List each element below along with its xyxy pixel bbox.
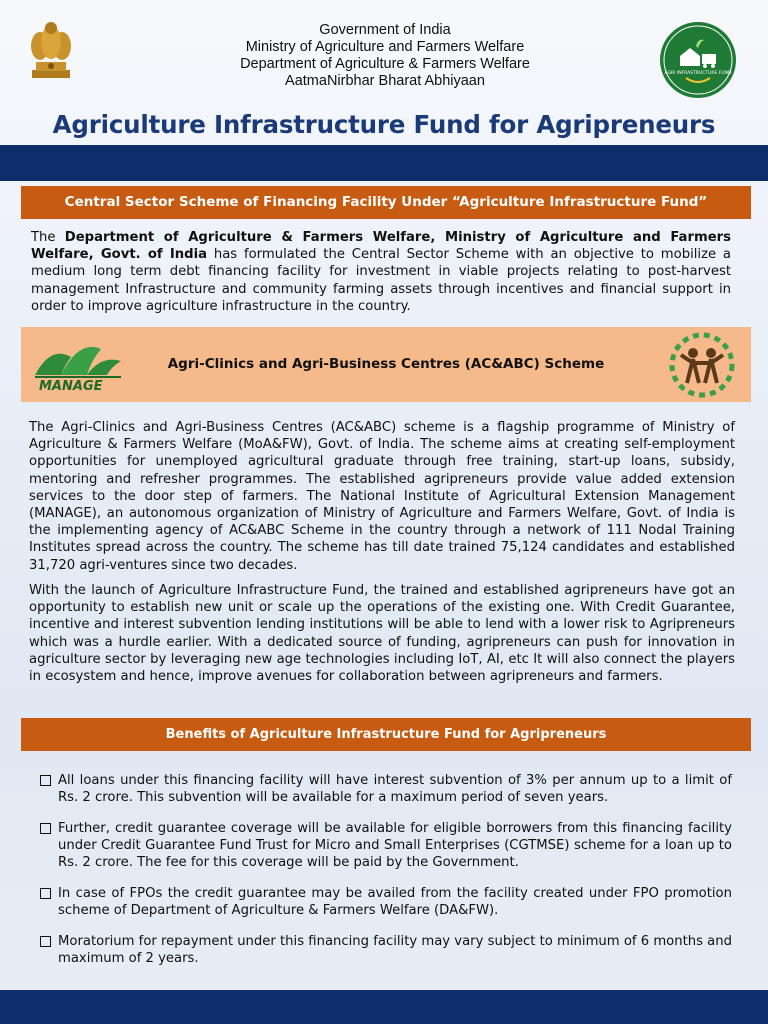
page-header bbox=[0, 0, 768, 145]
benefits-heading-bar: Benefits of Agriculture Infrastructure Fund for Agripreneurs bbox=[21, 718, 751, 751]
bullet-text: In case of FPOs the credit guarantee may be availed from the facility created under FPO promotion scheme of Department of Agriculture & Farmers Welfare (DA&FW). bbox=[58, 886, 732, 918]
checkbox-bullet-icon bbox=[40, 823, 51, 834]
acabc-banner bbox=[21, 327, 751, 402]
scheme-heading-bar: Central Sector Scheme of Financing Facility Under “Agriculture Infrastructure Fund” bbox=[21, 186, 751, 219]
gov-line-4: AatmaNirbhar Bharat Abhiyaan bbox=[285, 73, 485, 89]
list-item bbox=[40, 772, 732, 806]
intro-rest: has formulated the Central Sector Scheme with an objective to mobilize a medium long term debt financing facility for investment in viable projects relating to post-harvest management Infrastructure and community farming assets through incentives and financial support in order to improve agriculture infrastructure in the country. bbox=[31, 247, 732, 314]
gov-line-2: Ministry of Agriculture and Farmers Welfare bbox=[245, 39, 525, 55]
aif-launch-paragraph: With the launch of Agriculture Infrastructure Fund, the trained and established agripreneurs have got an opportunity to establish new unit or scale up the operations of the existing one. With Credit Guarantee, incentive and interest subvention lending institutions will be able to lend with a lower risk to Agripreneurs which was a hurdle earlier. With a dedicated source of funding, agripreneurs can push for innovation in agriculture sector by leveraging new age technologies including IoT, AI, etc It will also connect the players in ecosystem and hence, improve avenues for collaboration between agripreneurs and farmers. bbox=[29, 583, 735, 685]
manage-logo-text: MANAGE bbox=[39, 379, 103, 394]
checkbox-bullet-icon bbox=[40, 936, 51, 947]
bullet-text: Further, credit guarantee coverage will be available for eligible borrowers from this financing facility under Credit Guarantee Fund Trust for Micro and Small Enterprises (CGTMSE) scheme for a loan up to Rs. 2 crore. The fee for this coverage will be paid by the Government. bbox=[58, 821, 732, 870]
government-lines bbox=[150, 22, 620, 90]
logo-caption: AGRI INFRASTRUCTURE FUND bbox=[664, 71, 732, 76]
agripreneur-people-icon bbox=[663, 331, 741, 399]
list-item bbox=[40, 885, 732, 919]
intro-bold: Department of Agriculture & Farmers Welfare, Ministry of Agriculture and Farmers Welfare, Govt. of India bbox=[31, 230, 731, 263]
list-item bbox=[40, 933, 732, 967]
page-title: Agriculture Infrastructure Fund for Agripreneurs bbox=[52, 110, 716, 139]
list-item bbox=[40, 820, 732, 871]
intro-paragraph bbox=[31, 229, 731, 315]
gov-line-3: Department of Agriculture & Farmers Welfare bbox=[240, 56, 530, 72]
bullet-text: All loans under this financing facility will have interest subvention of 3% per annum up to a limit of Rs. 2 crore. This subvention will be available for a maximum period of seven years. bbox=[58, 773, 732, 805]
agri-infrastructure-fund-logo bbox=[656, 20, 740, 100]
bullet-text: Moratorium for repayment under this financing facility may vary subject to minimum of 6 months and maximum of 2 years. bbox=[58, 934, 732, 966]
national-emblem-icon bbox=[24, 14, 78, 84]
acabc-paragraph: The Agri-Clinics and Agri-Business Centres (AC&ABC) scheme is a flagship programme of Ministry of Agriculture & Farmers Welfare (MoA&FW), Govt. of India. The scheme aims at creating self-employment opportunities for unemployed agricultural graduate through free training, start-up loans, subsidy, mentoring and refresher programmes. The established agripreneurs provide value added extension services to the door step of farmers. The National Institute of Agricultural Extension Management (MANAGE), an autonomous organization of Ministry of Agriculture and Farmers Welfare, Govt. of India is the implementing agency of AC&ABC Scheme in the country through a network of 111 Nodal Training Institutes spread across the country. The scheme has till date trained 75,124 candidates and established 31,720 agri-ventures since two decades. bbox=[29, 420, 735, 573]
footer-band bbox=[0, 990, 768, 1024]
checkbox-bullet-icon bbox=[40, 775, 51, 786]
checkbox-bullet-icon bbox=[40, 888, 51, 899]
manage-logo bbox=[31, 335, 126, 397]
gov-line-1: Government of India bbox=[319, 22, 451, 38]
acabc-heading: Agri-Clinics and Agri-Business Centres (AC&ABC) Scheme bbox=[167, 356, 605, 372]
header-band bbox=[0, 145, 768, 181]
benefits-list bbox=[40, 772, 732, 981]
intro-prefix: The bbox=[31, 230, 65, 245]
